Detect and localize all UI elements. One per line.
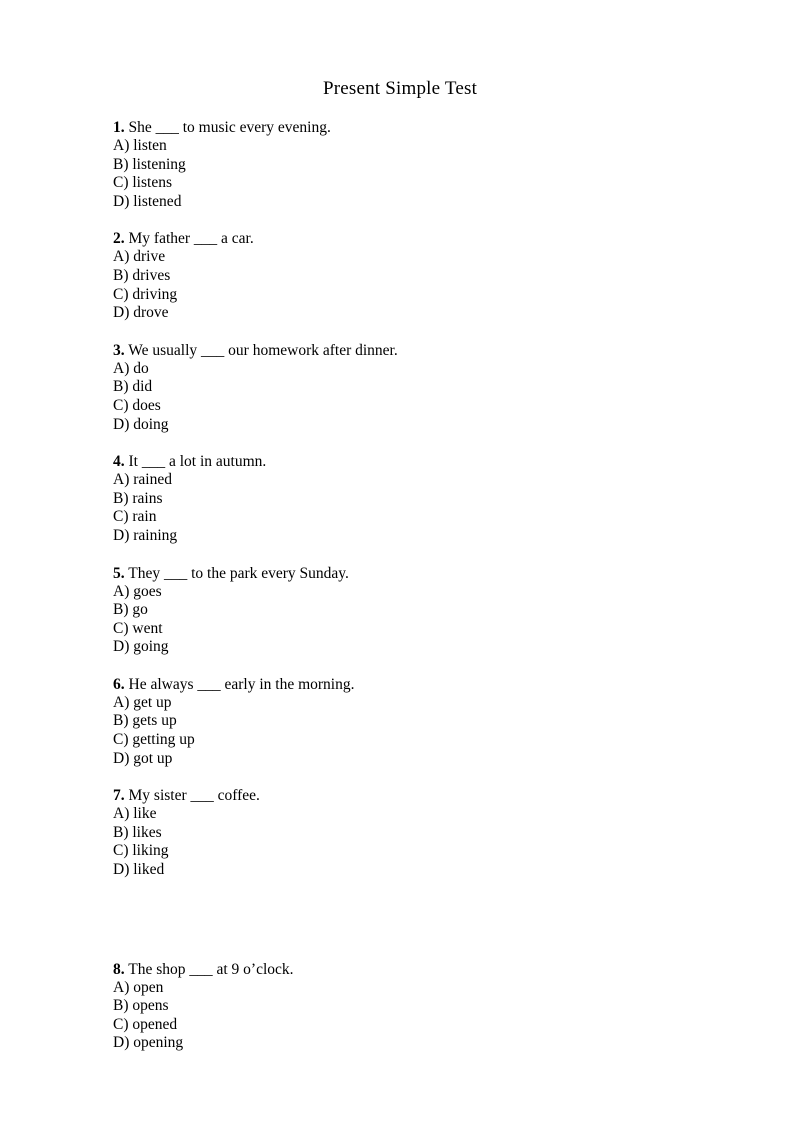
question-option: A) do (113, 359, 149, 377)
question-stem (113, 675, 733, 694)
question-option: A) get up (113, 693, 172, 711)
question-option: D) raining (113, 526, 178, 544)
question-option: B) did (113, 378, 153, 396)
page-break-gap (113, 898, 733, 960)
question-option: C) liking (113, 842, 169, 860)
question-text: He always ___ early in the morning. (128, 675, 355, 693)
question-text: The shop ___ at 9 o’clock. (128, 960, 294, 978)
question-option: D) listened (113, 192, 182, 210)
question-text: My father ___ a car. (128, 230, 254, 248)
question-option: A) drive (113, 248, 166, 266)
question-item (113, 564, 733, 657)
question-item (113, 675, 733, 768)
question-number: 5. (113, 564, 125, 582)
question-stem (113, 341, 733, 360)
question-option: C) does (113, 396, 161, 414)
question-option: A) rained (113, 471, 172, 489)
question-option: B) opens (113, 997, 169, 1015)
question-option: B) go (113, 601, 148, 619)
question-option: B) listening (113, 155, 186, 173)
question-text: My sister ___ coffee. (128, 787, 260, 805)
question-option: C) opened (113, 1015, 178, 1033)
question-number: 4. (113, 453, 125, 471)
question-option: B) likes (113, 823, 162, 841)
question-stem (113, 118, 733, 137)
question-option: C) getting up (113, 731, 195, 749)
question-number: 7. (113, 787, 125, 805)
question-text: We usually ___ our homework after dinner. (128, 341, 398, 359)
question-option: B) drives (113, 266, 171, 284)
question-number: 2. (113, 230, 125, 248)
question-number: 1. (113, 119, 125, 136)
question-stem (113, 229, 733, 248)
question-option: D) got up (113, 749, 173, 767)
question-item (113, 786, 733, 879)
question-stem (113, 452, 733, 471)
question-option: B) rains (113, 489, 163, 507)
question-option: B) gets up (113, 712, 177, 730)
question-option: D) liked (113, 861, 165, 879)
question-text: They ___ to the park every Sunday. (128, 564, 349, 582)
question-number: 6. (113, 675, 125, 693)
question-stem (113, 786, 733, 805)
question-option: A) like (113, 805, 157, 823)
question-option: D) going (113, 638, 169, 656)
question-stem (113, 564, 733, 583)
question-item (113, 341, 733, 434)
question-number: 3. (113, 341, 125, 359)
question-option: A) listen (113, 137, 167, 154)
question-item (113, 118, 733, 211)
page-title: Present Simple Test (322, 78, 478, 99)
question-option: C) went (113, 619, 163, 637)
question-text: She ___ to music every evening. (128, 119, 331, 136)
question-item (113, 229, 733, 322)
question-number: 8. (113, 960, 125, 978)
question-option: D) opening (113, 1034, 184, 1052)
question-option: C) driving (113, 285, 178, 303)
question-option: A) open (113, 978, 164, 996)
question-item (113, 452, 733, 545)
question-item (113, 960, 733, 1053)
question-option: C) listens (113, 174, 172, 192)
question-stem (113, 960, 733, 979)
question-option: D) doing (113, 415, 169, 433)
question-option: A) goes (113, 582, 162, 600)
question-option: D) drove (113, 304, 169, 322)
questions-list (113, 118, 733, 1071)
question-option: C) rain (113, 508, 157, 526)
question-text: It ___ a lot in autumn. (128, 453, 267, 471)
